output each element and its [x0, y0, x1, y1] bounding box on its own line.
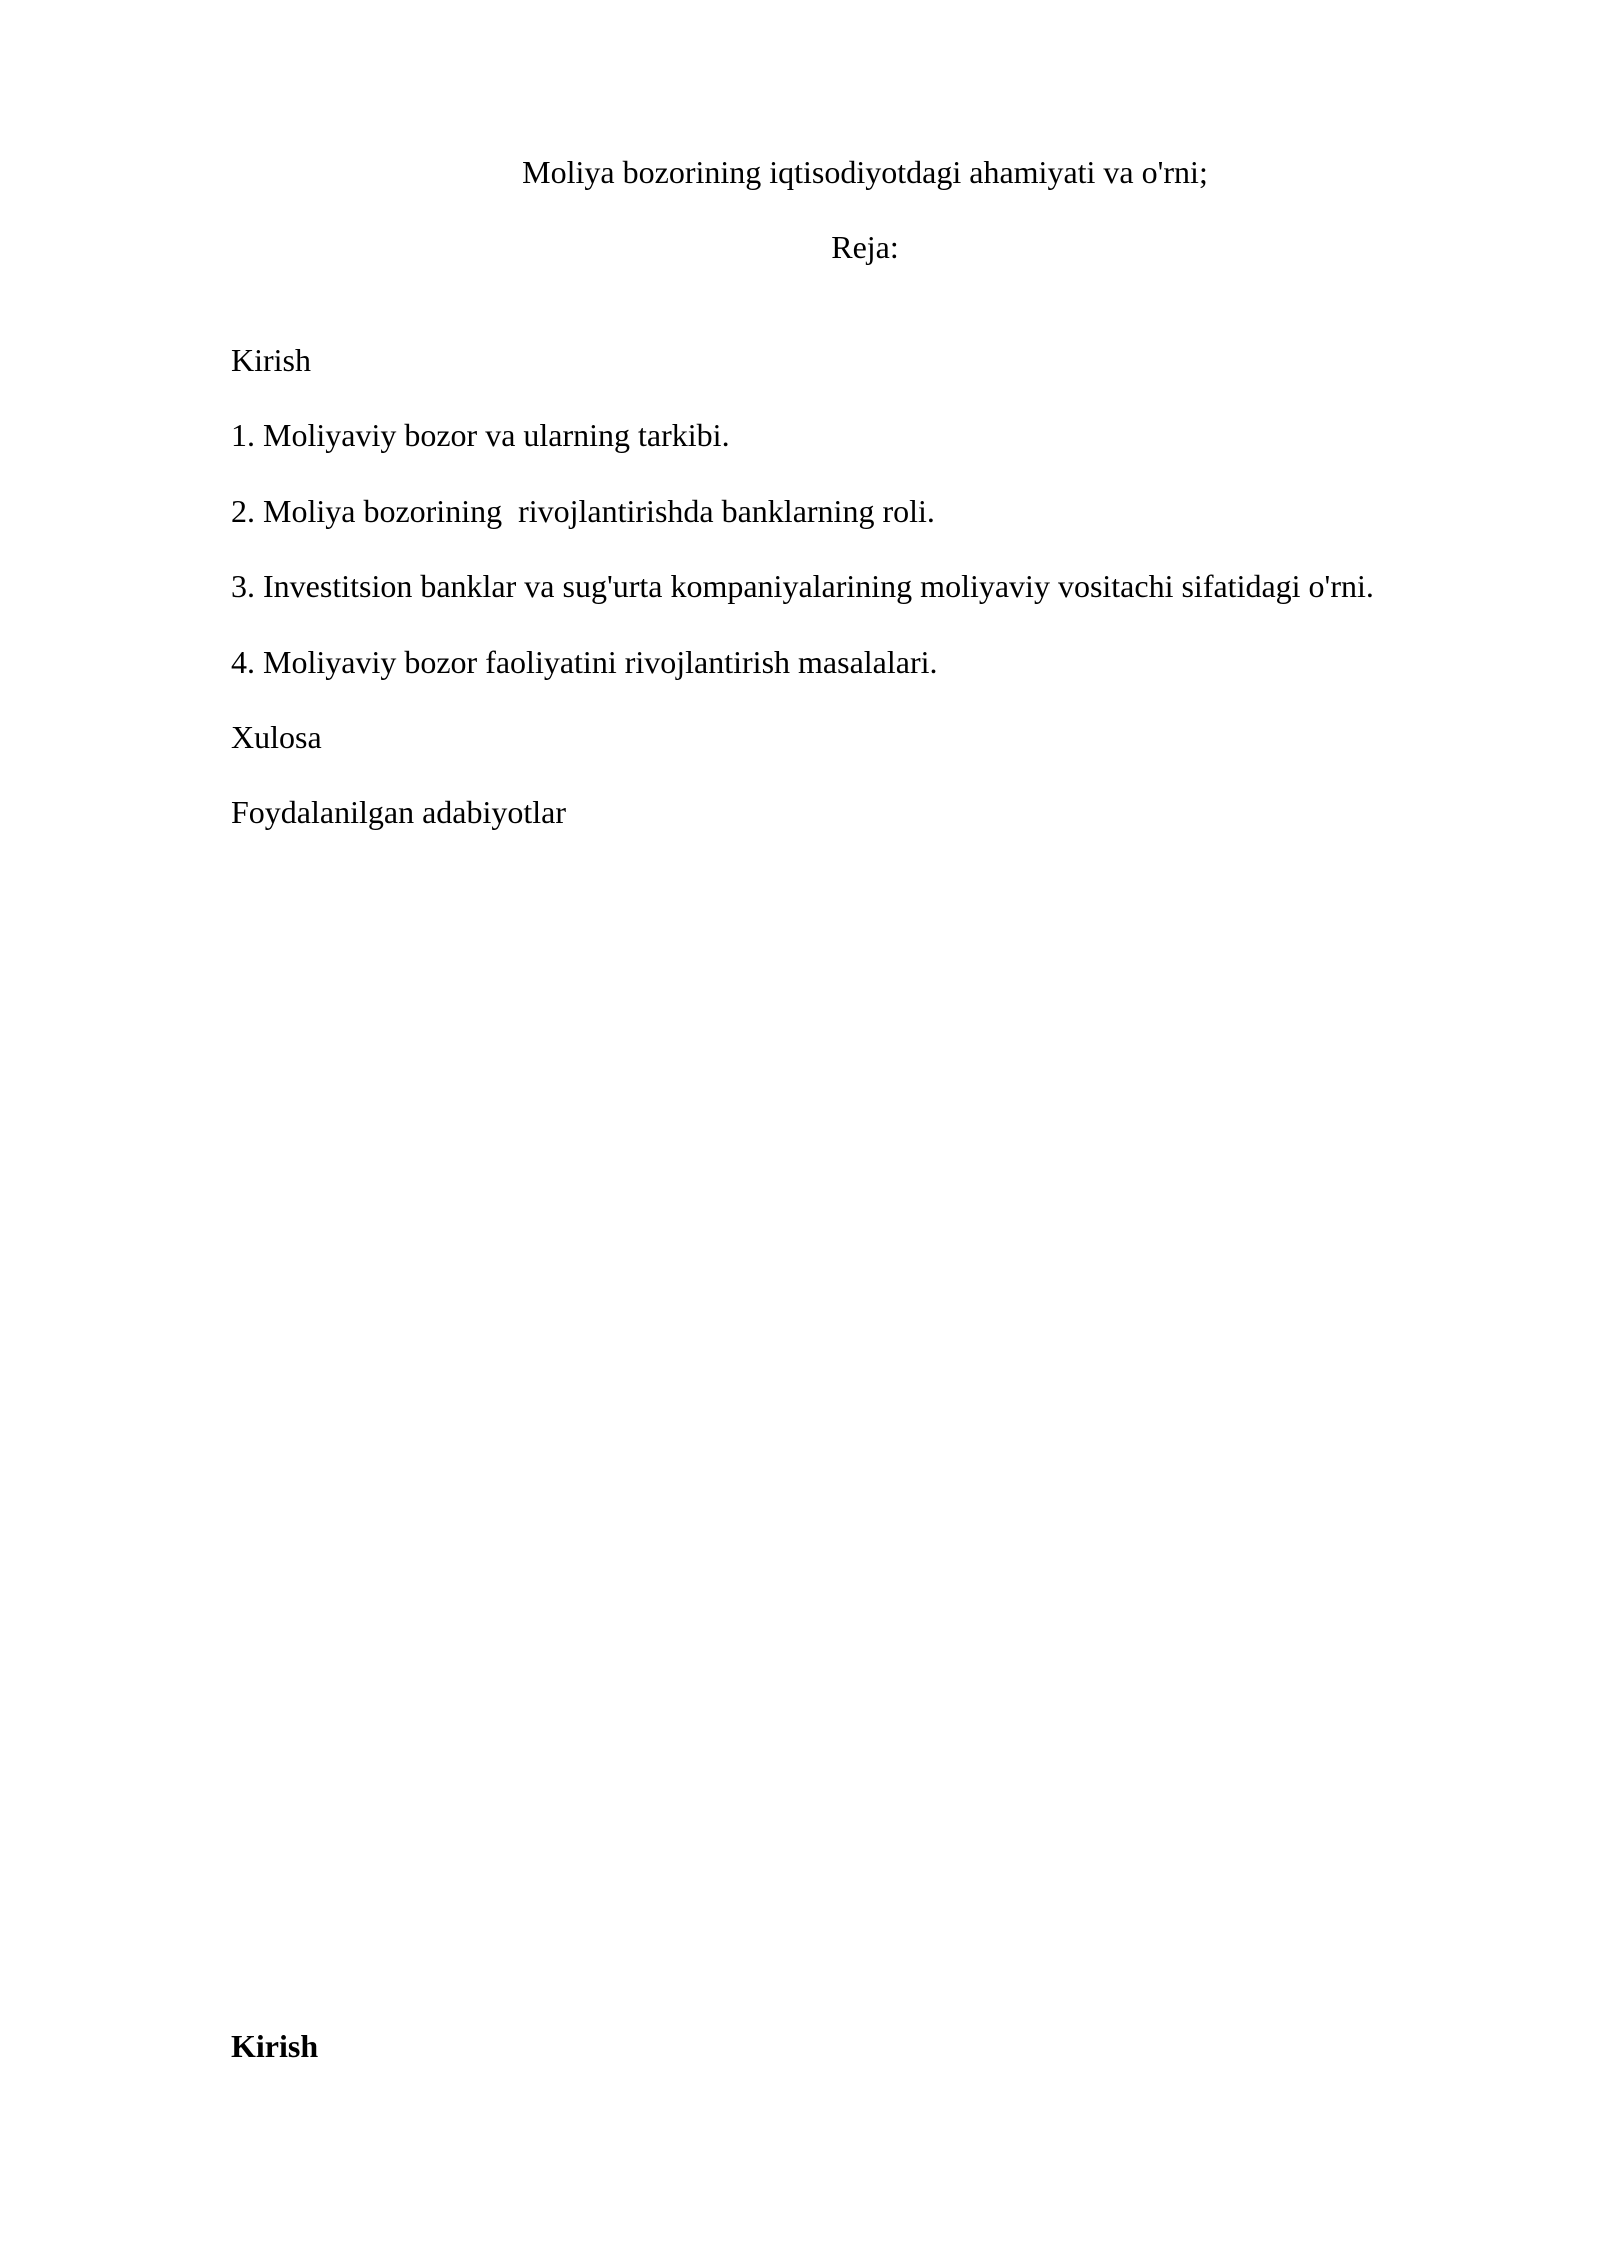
plan-item-references: Foydalanilgan adabiyotlar [231, 794, 567, 831]
plan-item-2: 2. Moliya bozorining rivojlantirishda banklarning roli. [231, 492, 935, 529]
document-title: Moliya bozorining iqtisodiyotdagi ahamiyati va o'rni; [522, 154, 1208, 190]
plan-item-conclusion: Xulosa [231, 718, 322, 755]
plan-item-1: 1. Moliyaviy bozor va ularning tarkibi. [231, 417, 730, 454]
plan-list [231, 338, 1374, 866]
plan-item-4: 4. Moliyaviy bozor faoliyatini rivojlantirish masalalari. [231, 643, 938, 680]
plan-item-intro: Kirish [231, 342, 311, 378]
section-heading-intro: Kirish [231, 2028, 319, 2064]
plan-item-3: 3. Investitsion banklar va sug'urta kompaniyalarining moliyaviy vositachi sifatidagi o'rni. [231, 568, 1374, 605]
plan-heading: Reja: [831, 229, 899, 265]
